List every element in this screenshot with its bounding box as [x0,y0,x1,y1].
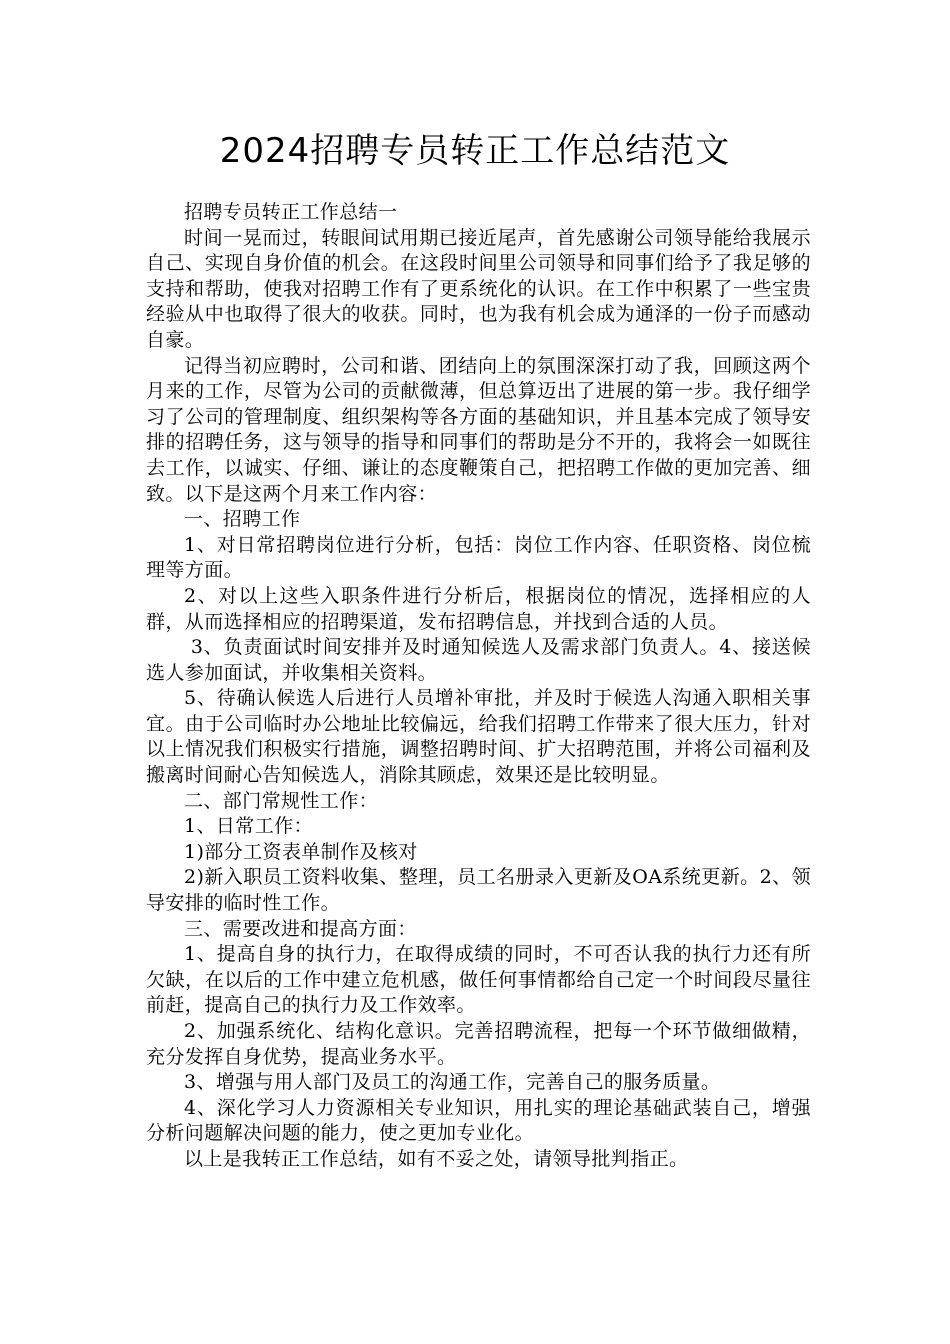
list-item: 5、待确认候选人后进行人员增补审批，并及时于候选人沟通入职相关事宜。由于公司临时办公地址比较偏远，给我们招聘工作带来了很大压力，针对以上情况我们积极实行措施，调整招聘时间、扩大招聘范围，并将公司福利及搬离时间耐心告知候选人，消除其顾虑，效果还是比较明显。 [146,687,811,787]
document-title: 2024招聘专员转正工作总结范文 [219,131,731,171]
list-item: 2)新入职员工资料收集、整理，员工名册录入更新及OA系统更新。2、领导安排的临时性工作。 [146,866,811,915]
section-heading: 三、需要改进和提高方面： [184,917,417,940]
list-item: 2、加强系统化、结构化意识。完善招聘流程，把每一个环节做细做精，充分发挥自身优势，提高业务水平。 [146,1020,811,1068]
list-item: 3、增强与用人部门及员工的沟通工作，完善自己的服务质量。 [184,1071,721,1094]
list-item: 3、负责面试时间安排并及时通知候选人及需求部门负责人。4、接送候选人参加面试，并收集相关资料。 [146,636,811,684]
closing-paragraph: 以上是我转正工作总结，如有不妥之处，请领导批判指正。 [184,1147,689,1170]
list-item: 4、深化学习人力资源相关专业知识，用扎实的理论基础武装自己，增强分析问题解决问题的能力，使之更加专业化。 [146,1096,811,1145]
list-item: 1、提高自身的执行力，在取得成绩的同时，不可否认我的执行力还有所欠缺，在以后的工作中建立危机感，做任何事情都给自己定一个时间段尽量往前赶，提高自己的执行力及工作效率。 [146,943,811,1017]
section-heading: 二、部门常规性工作： [184,789,379,812]
list-item: 2、对以上这些入职条件进行分析后，根据岗位的情况，选择相应的人群，从而选择相应的招聘渠道，发布招聘信息，并找到合适的人员。 [146,584,811,633]
paragraph: 记得当初应聘时，公司和谐、团结向上的氛围深深打动了我，回顾这两个月来的工作，尽管为公司的贡献微薄，但总算迈出了进展的第一步。我仔细学习了公司的管理制度、组织架构等各方面的基础知识，并且基本完成了领导安排的招聘任务，这与领导的指导和同事们的帮助是分不开的，我将会一如既往去工作，以诚实、仔细、谦让的态度鞭策自己，把招聘工作做的更加完善、细致。以下是这两个月来工作内容： [146,354,811,505]
document-body [146,200,811,1173]
paragraph: 时间一晃而过，转眼间试用期已接近尾声，首先感谢公司领导能给我展示自己、实现自身价值的机会。在这段时间里公司领导和同事们给予了我足够的支持和帮助，使我对招聘工作有了更系统化的认识。在工作中积累了一些宝贵经验从中也取得了很大的收获。同时，也为我有机会成为通泽的一份子而感动自豪。 [146,226,811,351]
list-item: 1、对日常招聘岗位进行分析，包括：岗位工作内容、任职资格、岗位梳理等方面。 [146,533,811,582]
list-item: 1、日常工作： [184,815,313,838]
list-item: 1)部分工资表单制作及核对 [184,840,418,863]
section-heading: 一、招聘工作 [184,508,301,531]
section-heading: 招聘专员转正工作总结一 [184,201,398,223]
